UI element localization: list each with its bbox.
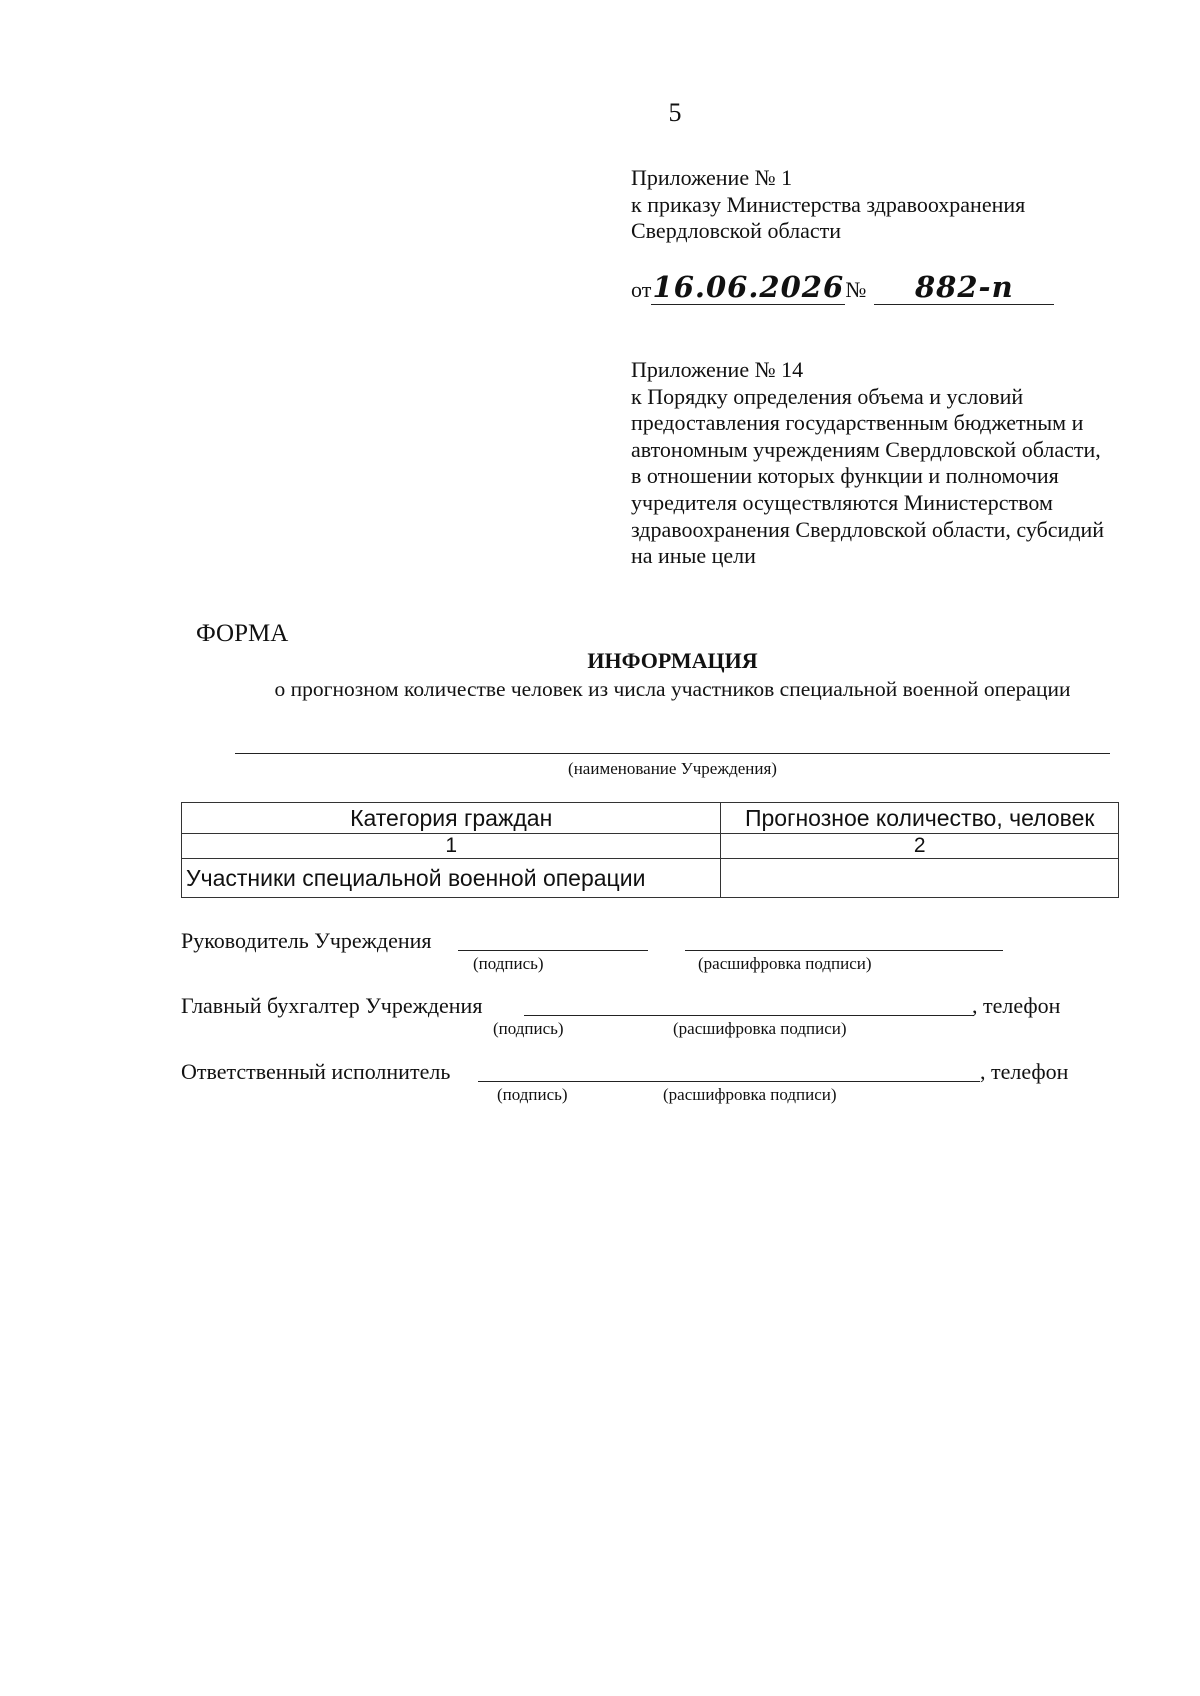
table-header-row (182, 803, 1119, 834)
document-subtitle: о прогнозном количестве человек из числа участников специальной военной операции (274, 677, 1071, 701)
accountant-signature-line[interactable] (524, 1015, 974, 1016)
executor-label: Ответственный исполнитель (181, 1059, 451, 1084)
institution-name-line[interactable] (235, 753, 1110, 754)
executor-decode-caption: (расшифровка подписи) (663, 1085, 837, 1104)
head-decode-line[interactable] (685, 950, 1003, 951)
forecast-count-cell[interactable] (721, 859, 1119, 898)
date-prefix: от (631, 277, 652, 302)
date-field (651, 270, 845, 305)
accountant-phone-label: , телефон (972, 993, 1061, 1018)
appendix14-line: предоставления государственным бюджетным и (631, 410, 1084, 436)
order-date-number (631, 270, 1054, 305)
document-title: ИНФОРМАЦИЯ (587, 648, 758, 673)
appendix-line: к приказу Министерства здравоохранения (631, 191, 1026, 217)
handwritten-date: 16.06.2026 (652, 270, 845, 304)
column-number: 1 (182, 834, 721, 859)
executor-signature-line[interactable] (478, 1081, 980, 1082)
appendix14-line: учредителя осуществляются Министерством (631, 489, 1053, 515)
form-label: ФОРМА (196, 620, 289, 647)
appendix-line: Свердловской области (631, 218, 841, 243)
accountant-sign-caption: (подпись) (493, 1019, 564, 1038)
number-field (874, 270, 1054, 305)
accountant-label: Главный бухгалтер Учреждения (181, 993, 483, 1018)
number-sign: № (845, 277, 867, 302)
appendix-header (631, 165, 1025, 245)
appendix14-line: к Порядку определения объема и условий (631, 383, 1024, 409)
header-category: Категория граждан (182, 803, 721, 834)
executor-phone-label: , телефон (980, 1059, 1069, 1084)
head-label: Руководитель Учреждения (181, 928, 432, 953)
category-table (181, 802, 1119, 898)
institution-caption: (наименование Учреждения) (568, 759, 777, 778)
appendix14-line: в отношении которых функции и полномочия (631, 463, 1059, 489)
column-number: 2 (721, 834, 1119, 859)
head-sign-caption: (подпись) (473, 954, 544, 973)
table-row (182, 859, 1119, 898)
appendix14-line: автономным учреждениям Свердловской области, (631, 436, 1101, 462)
header-forecast-count: Прогнозное количество, человек (721, 803, 1119, 834)
appendix14-line: на иные цели (631, 543, 756, 569)
head-signature-line[interactable] (458, 950, 648, 951)
appendix14-line: Приложение № 14 (631, 357, 804, 382)
table-number-row (182, 834, 1119, 859)
handwritten-number: 882-п (915, 270, 1014, 304)
appendix-line: Приложение № 1 (631, 165, 793, 190)
category-cell: Участники специальной военной операции (182, 859, 721, 898)
appendix-14-header (631, 357, 1104, 570)
executor-sign-caption: (подпись) (497, 1085, 568, 1104)
accountant-decode-caption: (расшифровка подписи) (673, 1019, 847, 1038)
page-number: 5 (668, 98, 682, 127)
appendix14-line: здравоохранения Свердловской области, субсидий (631, 516, 1105, 542)
head-decode-caption: (расшифровка подписи) (698, 954, 872, 973)
